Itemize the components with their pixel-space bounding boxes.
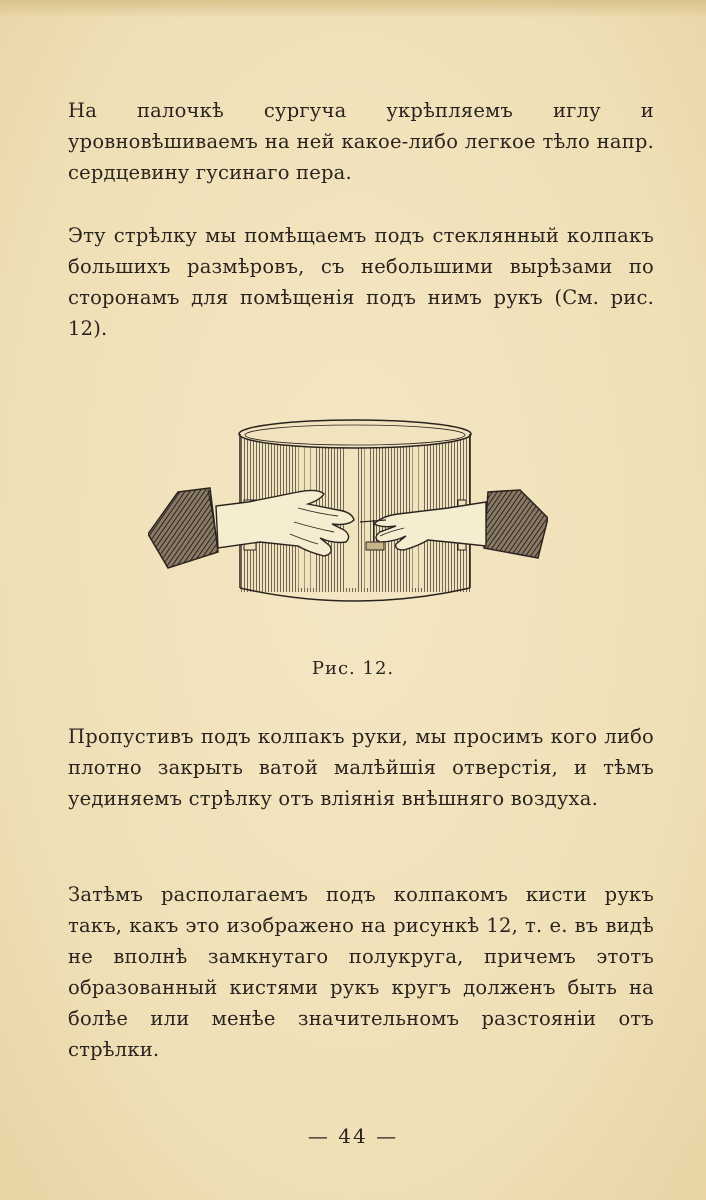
paragraph-2: Эту стрѣлку мы помѣщаемъ подъ стеклянный колпакъ большихъ размѣровъ, съ небольшими вырѣзами по сторонамъ для помѣщенія подъ нимъ рукъ (См. рис. 12).: [68, 224, 654, 340]
page-top-edge: [0, 0, 706, 18]
page-number: — 44 —: [307, 1124, 399, 1148]
paragraph-4: Затѣмъ располагаемъ подъ колпакомъ кисти рукъ такъ, какъ это изображено на рисункѣ 12, т. е. въ видѣ не вполнѣ замкнутаго полукруга, причемъ этотъ образованный кистями рукъ кругъ долженъ быть на болѣе или менѣе значительномъ разстояніи отъ стрѣлки.: [68, 883, 654, 1061]
paragraph-3: Пропустивъ подъ колпакъ руки, мы просимъ кого либо плотно закрыть ватой малѣйшія отверстія, и тѣмъ уединяемъ стрѣлку отъ вліянія внѣшняго воздуха.: [68, 725, 654, 810]
paragraph-1: На палочкѣ сургуча укрѣпляемъ иглу и уровновѣшиваемъ на ней какое-либо легкое тѣло напр. сердцевину гусинаго пера.: [68, 99, 654, 184]
figure-12-illustration: [148, 418, 548, 606]
figure-caption: Рис. 12.: [311, 658, 395, 679]
